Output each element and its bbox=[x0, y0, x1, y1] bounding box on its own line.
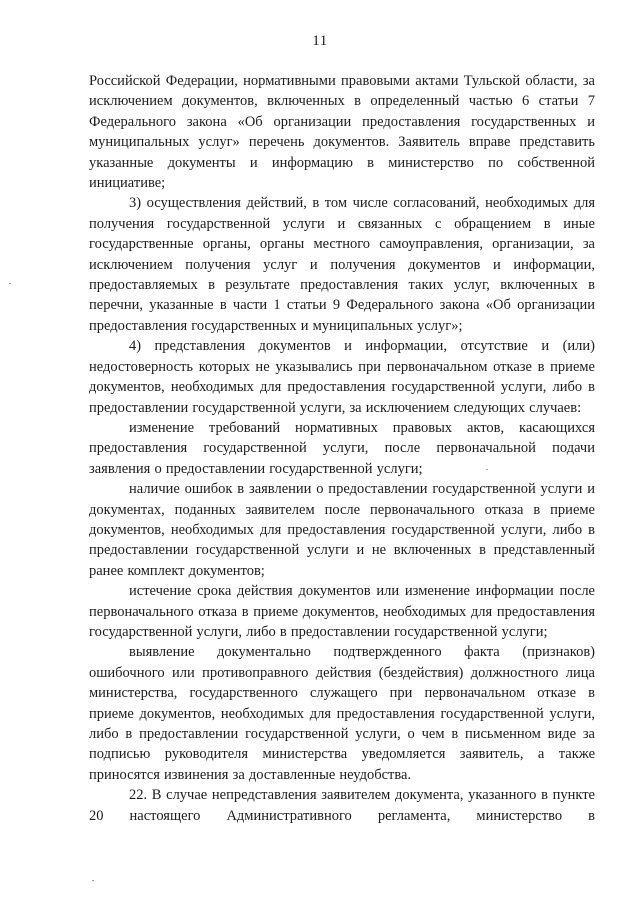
paragraph-case-errors: наличие ошибок в заявлении о предоставлении государственной услуги и документах, поданных заявителем после первоначального отказа в приеме документов, необходимых для предоставления государственной услуги, либо в предоставлении государственной услуги и не включенных в представленный ранее комплект документов; bbox=[89, 481, 595, 579]
paragraph-continuation: Российской Федерации, нормативными правовыми актами Тульской области, за исключением документов, включенных в определенный частью 6 статьи 7 Федерального закона «Об организации предоставления государственных и муниципальных услуг» перечень документов. Заявитель вправе представить указанные документы и информацию в министерство по собственной инициативе; bbox=[89, 73, 595, 192]
paragraph-case-expiry: истечение срока действия документов или изменение информации после первоначального отказа в приеме документов, необходимых для предоставления государственной услуги, либо в предоставлении государственной услуги; bbox=[89, 583, 595, 640]
scan-speck bbox=[92, 880, 94, 881]
paragraph-case-misconduct: выявление документально подтвержденного факта (признаков) ошибочного или противоправного действия (бездействия) должностного лица министерства, государственного служащего при первоначальном отказе в приеме документов, необходимых для предоставления государственной услуги, либо в предоставлении государственной услуги, о чем в письменном виде за подписью руководителя министерства уведомляется заявитель, а также приносятся извинения за доставленные неудобства. bbox=[89, 644, 595, 783]
paragraph-item-3: 3) осуществления действий, в том числе согласований, необходимых для получения государственной услуги и связанных с обращением в иные государственные органы, органы местного самоуправления, организации, за исключением получения услуг и получения документов и информации, предоставляемых в результате предоставления таких услуг, включенных в перечни, указанные в части 1 статьи 9 Федерального закона «Об организации предоставления государственных и муниципальных услуг»; bbox=[89, 195, 595, 334]
paragraph-case-requirements-change: изменение требований нормативных правовых актов, касающихся предоставления государственной услуги, после первоначальной подачи заявления о предоставлении государственной услуги; bbox=[89, 419, 595, 477]
paragraph-item-4: 4) представления документов и информации, отсутствие и (или) недостоверность которых не указывались при первоначальном отказе в приеме документов, необходимых для предоставления государственной услуги, либо в предоставлении государственной услуги, за исключением следующих случаев: bbox=[89, 338, 595, 416]
body-text bbox=[89, 71, 595, 826]
scan-speck bbox=[9, 283, 11, 284]
page-number: 11 bbox=[312, 33, 328, 49]
paragraph-item-22: 22. В случае непредставления заявителем документа, указанного в пункте 20 настоящего Административного регламента, министерство в bbox=[89, 787, 595, 824]
scan-speck bbox=[486, 469, 488, 470]
